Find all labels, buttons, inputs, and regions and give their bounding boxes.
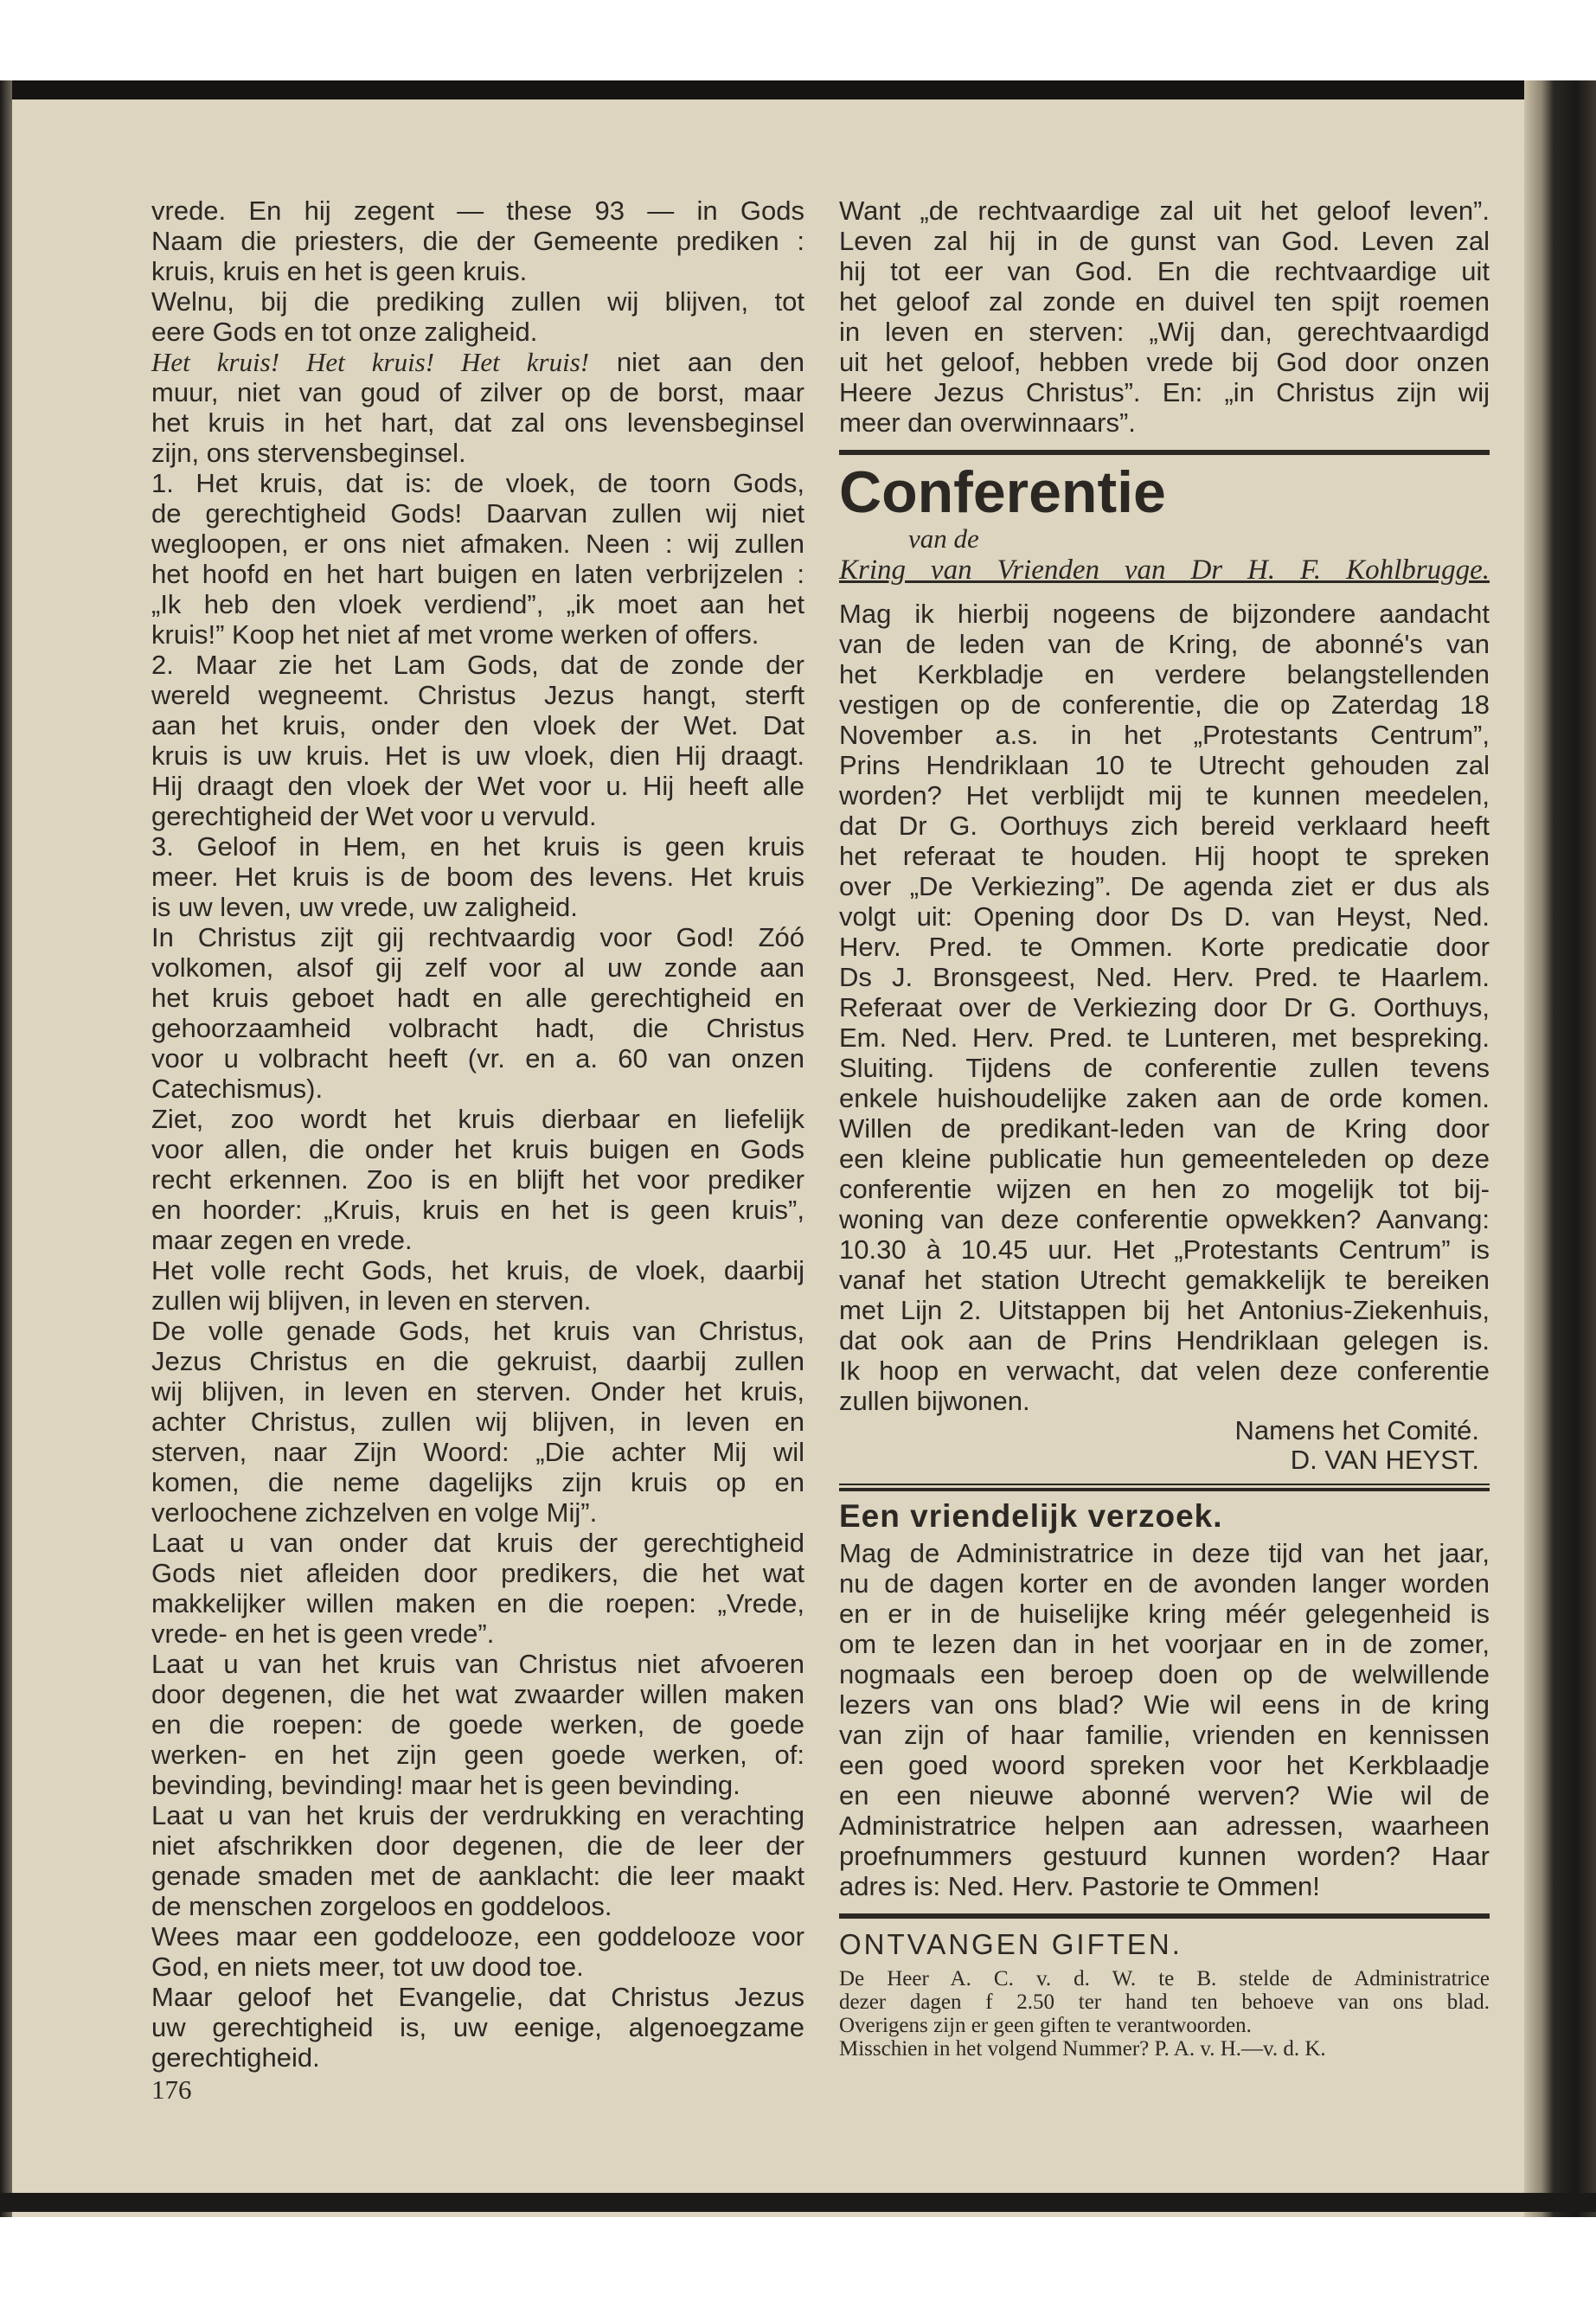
text-line: Leven zal hij in de gunst van God. Leven zal [839, 226, 1490, 256]
text-line: Mag de Administratrice in deze tijd van het jaar, [839, 1538, 1490, 1568]
paragraph [839, 2037, 1490, 2061]
signature-line-2: D. VAN HEYST. [1290, 1445, 1479, 1475]
text-line: Mag ik hierbij nogeens de bijzondere aandacht [839, 599, 1490, 629]
text-line: Em. Ned. Herv. Pred. te Lunteren, met bespreking. [839, 1022, 1490, 1053]
text-line: worden? Het verblijdt mij te kunnen meedelen, [839, 780, 1490, 811]
paragraph [151, 1104, 804, 1255]
text-line: aan het kruis, onder den vloek der Wet. Dat [151, 710, 804, 740]
text-line: volgt uit: Opening door Ds D. van Heyst, Ned. [839, 901, 1490, 932]
text-line: 2. Maar zie het Lam Gods, dat de zonde der [151, 650, 804, 680]
text-line: de gerechtigheid Gods! Daarvan zullen wij niet [151, 498, 804, 529]
text-line: vanaf het station Utrecht gemakkelijk te bereiken [839, 1265, 1490, 1295]
text-line: over „De Verkiezing”. De agenda ziet er dus als [839, 871, 1490, 901]
text-line: Wees maar een goddelooze, een goddelooze voor [151, 1921, 804, 1952]
text-line: van de leden van de Kring, de abonné's van [839, 629, 1490, 659]
text-line: Administratrice helpen aan adressen, waarheen [839, 1811, 1490, 1841]
paragraph [839, 1538, 1490, 1901]
text-line: verloochene zichzelven en volge Mij”. [151, 1497, 598, 1528]
text-line: Ds J. Bronsgeest, Ned. Herv. Pred. te Haarlem. [839, 962, 1490, 992]
text-line: en er in de huiselijke kring méér gelegenheid is [839, 1599, 1490, 1629]
text-line: Ziet, zoo wordt het kruis dierbaar en liefelijk [151, 1104, 804, 1134]
text-line: nogmaals een beroep doen op de welwillende [839, 1659, 1490, 1689]
text-line: Misschien in het volgend Nummer? P. A. v. H.—v. d. K. [839, 2037, 1326, 2061]
text-line: het geloof zal zonde en duivel ten spijt roemen [839, 286, 1490, 317]
text-line: komen, die neme dagelijks zijn kruis op en [151, 1467, 804, 1497]
conferentie-body [839, 599, 1490, 1416]
text-line: conferentie wijzen en hen zo mogelijk tot bij- [839, 1174, 1490, 1204]
text-line: uit het geloof, hebben vrede bij God door onzen [839, 347, 1490, 377]
book-spine-edge [1524, 80, 1596, 2217]
text-line: recht erkennen. Zoo is en blijft het voor prediker [151, 1164, 804, 1195]
text-line: Het kruis! Het kruis! Het kruis! niet aan den [151, 347, 805, 377]
text-line: vestigen op de conferentie, die op Zaterdag 18 [839, 689, 1490, 720]
paragraph [151, 831, 804, 922]
text-line: Catechismus). [151, 1074, 324, 1104]
text-line: woning van deze conferentie opwekken? Aanvang: [839, 1204, 1490, 1234]
divider [839, 450, 1490, 455]
giften-body [839, 1967, 1490, 2061]
page-number: 176 [151, 2074, 192, 2105]
text-line: 10.30 à 10.45 uur. Het „Protestants Centrum” is [839, 1234, 1490, 1265]
text-line: volkomen, alsof gij zelf voor al uw zonde aan [151, 952, 804, 983]
scan-border-top [0, 80, 1596, 99]
text-line: dezer dagen f 2.50 ter hand ten behoeve van ons blad. [839, 1990, 1490, 2014]
text-line: kruis!” Koop het niet af met vrome werken of offers. [151, 619, 760, 650]
text-line: kruis, kruis en het is geen kruis. [151, 256, 528, 286]
text-line: wij blijven, in leven en sterven. Onder het kruis, [151, 1376, 804, 1407]
divider [839, 1913, 1490, 1919]
scan-border-bottom [0, 2193, 1596, 2212]
text-line: muur, niet van goud of zilver op de borst, maar [151, 377, 804, 407]
divider [839, 1484, 1490, 1491]
paragraph [151, 286, 804, 347]
text-line: Willen de predikant-leden van de Kring door [839, 1113, 1490, 1144]
text-line: Prins Hendriklaan 10 te Utrecht gehouden zal [839, 750, 1490, 780]
text-line: meer. Het kruis is de boom des levens. Het kruis [151, 862, 804, 892]
text-line: zullen wij blijven, in leven en sterven. [151, 1285, 592, 1316]
paragraph [151, 1800, 804, 1921]
text-line: gehoorzaamheid volbracht hadt, die Christus [151, 1013, 804, 1043]
right-column [839, 195, 1490, 2061]
text-line: Want „de rechtvaardige zal uit het geloof leven”. [839, 195, 1490, 226]
text-line: van zijn of haar familie, vrienden en kennissen [839, 1720, 1490, 1750]
conferentie-heading: Conferentie [839, 459, 1166, 525]
scan-border-left [0, 80, 12, 2217]
text-line: het kruis in het hart, dat zal ons levensbeginsel [151, 407, 804, 438]
italic-emphasis: Het kruis! Het kruis! Het kruis! [151, 347, 590, 377]
left-column [151, 195, 804, 2105]
paragraph [151, 347, 804, 468]
text-line: nu de dagen korter en de avonden langer worden [839, 1568, 1490, 1599]
text-line: de menschen zorgeloos en goddeloos. [151, 1891, 612, 1921]
text-line: niet afschrikken door degenen, die de leer der [151, 1830, 804, 1861]
text-line: zijn, ons stervensbeginsel. [151, 438, 466, 468]
text-line: vrede- en het is geen vrede”. [151, 1618, 495, 1649]
paragraph [839, 1967, 1490, 2037]
text-line: dat Dr G. Oorthuys zich bereid verklaard heeft [839, 811, 1490, 841]
sermon-conclusion [839, 195, 1490, 438]
text-line: het hoofd en het hart buigen en laten verbrijzelen : [151, 559, 804, 589]
text-line: hij tot eer van God. En die rechtvaardige uit [839, 256, 1490, 286]
text-line: met Lijn 2. Uitstappen bij het Antonius-Ziekenhuis, [839, 1295, 1490, 1325]
text-line: Maar geloof het Evangelie, dat Christus Jezus [151, 1982, 804, 2012]
text-line: sterven, naar Zijn Woord: „Die achter Mij wil [151, 1437, 804, 1467]
text-line: Laat u van het kruis der verdrukking en verachting [151, 1800, 804, 1830]
text-line: eere Gods en tot onze zaligheid. [151, 317, 538, 347]
signature-line-1: Namens het Comité. [1234, 1415, 1479, 1445]
text-line: gerechtigheid der Wet voor u vervuld. [151, 801, 597, 831]
text-line: Sluiting. Tijdens de conferentie zullen tevens [839, 1053, 1490, 1083]
text-line: het kruis geboet hadt en alle gerechtigheid en [151, 983, 804, 1013]
text-line: zullen bijwonen. [839, 1386, 1030, 1416]
text-line: werken- en het zijn geen goede werken, of: [151, 1740, 804, 1770]
text-line: wereld wegneemt. Christus Jezus hangt, sterft [151, 680, 804, 710]
text-line: in leven en sterven: „Wij dan, gerechtvaardigd [839, 317, 1490, 347]
text-line: adres is: Ned. Herv. Pastorie te Ommen! [839, 1871, 1320, 1901]
conferentie-subtitle: Kring van Vrienden van Dr H. F. Kohlbrugge. [839, 554, 1490, 586]
paragraph [151, 468, 804, 650]
text-line: uw gerechtigheid is, uw eenige, algenoegzame [151, 2012, 804, 2042]
text-line: Herv. Pred. te Ommen. Korte predicatie door [839, 932, 1490, 962]
text-line: Referaat over de Verkiezing door Dr G. Oorthuys, [839, 992, 1490, 1022]
text-line: kruis is uw kruis. Het is uw vloek, dien Hij draagt. [151, 740, 804, 771]
text-line: genade smaden met de aanklacht: die leer maakt [151, 1861, 804, 1891]
text-line: Welnu, bij die prediking zullen wij blijven, tot [151, 286, 804, 317]
verzoek-body [839, 1538, 1490, 1901]
text-line: achter Christus, zullen wij blijven, in leven en [151, 1407, 804, 1437]
text-line: proefnummers gestuurd kunnen worden? Haar [839, 1841, 1490, 1871]
text-line: maar zegen en vrede. [151, 1225, 413, 1255]
text-line: makkelijker willen maken en die roepen: „Vrede, [151, 1588, 804, 1618]
text-line: een goed woord spreken voor het Kerkblaadje [839, 1750, 1490, 1780]
paragraph [151, 1982, 804, 2073]
verzoek-heading: Een vriendelijk verzoek. [839, 1498, 1223, 1534]
text-line: Hij draagt den vloek der Wet voor u. Hij heeft alle [151, 771, 804, 801]
text-line: Het volle recht Gods, het kruis, de vloek, daarbij [151, 1255, 804, 1285]
text-line: Overigens zijn er geen giften te verantwoorden. [839, 2014, 1252, 2037]
text-line: November a.s. in het „Protestants Centrum”, [839, 720, 1490, 750]
paragraph [839, 599, 1490, 1416]
paragraph [151, 1316, 804, 1528]
paragraph [151, 1255, 804, 1316]
text-line: voor allen, die onder het kruis buigen en Gods [151, 1134, 804, 1164]
paragraph [151, 650, 804, 831]
text-line: het Kerkbladje en verdere belangstellenden [839, 659, 1490, 689]
sermon-text [151, 195, 804, 2073]
text-line: vrede. En hij zegent — these 93 — in Gods [151, 195, 804, 226]
text-line: wegloopen, er ons niet afmaken. Neen : wij zullen [151, 529, 804, 559]
text-line: Gods niet afleiden door predikers, die het wat [151, 1558, 804, 1588]
text-line: De volle genade Gods, het kruis van Christus, [151, 1316, 804, 1346]
text-line: bevinding, bevinding! maar het is geen bevinding. [151, 1770, 740, 1800]
text-line: het referaat te houden. Hij hoopt te spreken [839, 841, 1490, 871]
paragraph [151, 922, 804, 1104]
text-line: Naam die priesters, die der Gemeente prediken : [151, 226, 804, 256]
text-line: Heere Jezus Christus”. En: „in Christus zijn wij [839, 377, 1490, 407]
paragraph [151, 195, 804, 286]
text-line: een kleine publicatie hun gemeenteleden op deze [839, 1144, 1490, 1174]
paragraph [839, 195, 1490, 438]
text-line: Jezus Christus en die gekruist, daarbij zullen [151, 1346, 804, 1376]
giften-heading: ONTVANGEN GIFTEN. [839, 1928, 1183, 1960]
text-line: 1. Het kruis, dat is: de vloek, de toorn Gods, [151, 468, 804, 498]
paragraph [151, 1921, 804, 1982]
text-line: is uw leven, uw vrede, uw zaligheid. [151, 892, 578, 922]
text-line: dat ook aan de Prins Hendriklaan gelegen is. [839, 1325, 1490, 1356]
text-line: „Ik heb den vloek verdiend”, „ik moet aan het [151, 589, 804, 619]
text-line: en een nieuwe abonné werven? Wie wil de [839, 1780, 1490, 1811]
text-line: Laat u van het kruis van Christus niet afvoeren [151, 1649, 804, 1679]
text-line: Ik hoop en verwacht, dat velen deze conferentie [839, 1356, 1490, 1386]
text-line: lezers van ons blad? Wie wil eens in de kring [839, 1689, 1490, 1720]
text-line: door degenen, die het wat zwaarder willen maken [151, 1679, 804, 1709]
paragraph [151, 1528, 804, 1649]
text-line: en hoorder: „Kruis, kruis en het is geen kruis”, [151, 1195, 804, 1225]
text-line: In Christus zijt gij rechtvaardig voor God! Zóó [151, 922, 804, 952]
text-line: meer dan overwinnaars”. [839, 407, 1136, 438]
text-line: 3. Geloof in Hem, en het kruis is geen kruis [151, 831, 804, 862]
text-line: enkele huishoudelijke zaken aan de orde komen. [839, 1083, 1490, 1113]
text-line: en die roepen: de goede werken, de goede [151, 1709, 804, 1740]
text-line: voor u volbracht heeft (vr. en a. 60 van onzen [151, 1043, 804, 1074]
text-line: Laat u van onder dat kruis der gerechtigheid [151, 1528, 804, 1558]
text-line: om te lezen dan in het voorjaar en in de zomer, [839, 1629, 1490, 1659]
paragraph [151, 1649, 804, 1800]
text-line: God, en niets meer, tot uw dood toe. [151, 1952, 584, 1982]
conferentie-subtitle-small: van de [908, 523, 979, 554]
text-line: gerechtigheid. [151, 2042, 320, 2073]
text-line: De Heer A. C. v. d. W. te B. stelde de Administratrice [839, 1967, 1490, 1990]
